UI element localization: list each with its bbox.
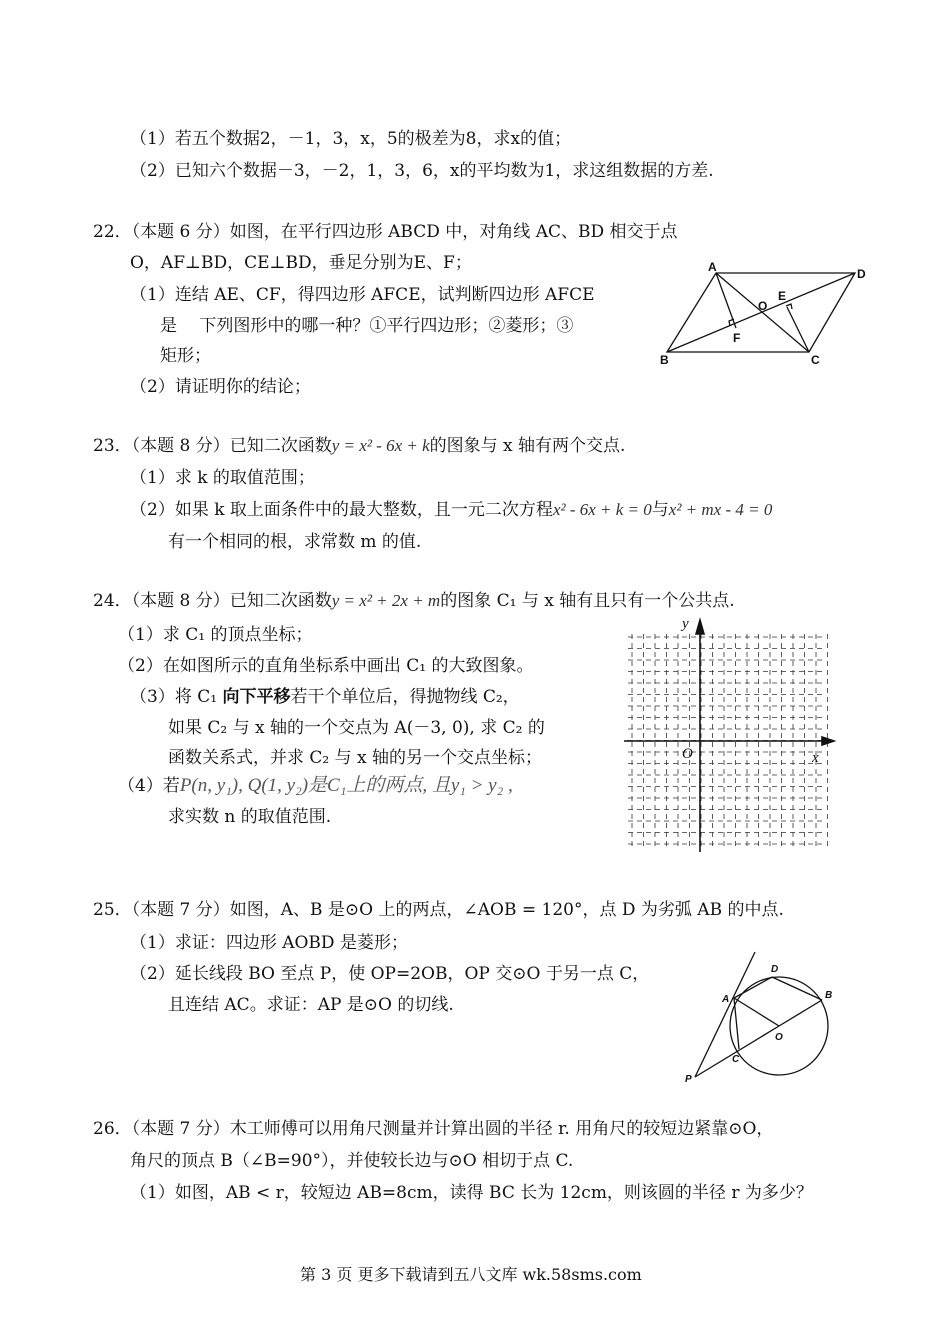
x-axis-label: x bbox=[812, 750, 819, 766]
label-a: A bbox=[722, 994, 730, 1005]
q23-line1 bbox=[93, 435, 625, 457]
q26-line1: 26．（本题 7 分）木工师傅可以用角尺测量并计算出圆的半径 r. 用角尺的较短边紧靠⊙O， bbox=[93, 1119, 774, 1139]
q24-part1: （1）求 C₁ 的顶点坐标； bbox=[118, 625, 313, 645]
q24-part4b: 求实数 n 的取值范围. bbox=[168, 807, 332, 827]
label-o: O bbox=[758, 299, 768, 313]
coordinate-grid-figure bbox=[620, 612, 840, 857]
q22-part1c: 矩形； bbox=[160, 346, 211, 366]
label-f: F bbox=[733, 331, 741, 345]
q22-line1: 22．（本题 6 分）如图，在平行四边形 ABCD 中，对角线 AC、BD 相交于点 bbox=[93, 222, 678, 242]
parallelogram-figure bbox=[652, 258, 872, 370]
label-d: D bbox=[771, 964, 779, 975]
q24-part2: （2）在如图所示的直角坐标系中画出 C₁ 的大致图象。 bbox=[118, 656, 534, 676]
q22-part1a: （1）连结 AE、CF，得四边形 AFCE，试判断四边形 AFCE bbox=[130, 285, 595, 305]
segment-ao bbox=[734, 998, 779, 1026]
q24-pre: 24．（本题 8 分）已知二次函数 bbox=[93, 591, 332, 611]
label-o: O bbox=[775, 1032, 783, 1043]
q23-post: 的图象与 x 轴有两个交点. bbox=[429, 436, 626, 456]
q25-part2a: （2）延长线段 BO 至点 P，使 OP=2OB，OP 交⊙O 于另一点 C， bbox=[130, 964, 650, 984]
x-axis-arrow bbox=[822, 737, 834, 745]
q24-p3-pre: （3）将 C₁ bbox=[130, 687, 223, 707]
grid-lines bbox=[628, 634, 828, 850]
label-d: D bbox=[857, 267, 866, 281]
label-p: P bbox=[685, 1074, 692, 1085]
label-b: B bbox=[660, 353, 669, 367]
q26-line2: 角尺的顶点 B（∠B=90°），并使较长边与⊙O 相切于点 C. bbox=[130, 1151, 574, 1171]
q22-line2: O，AF⊥BD，CE⊥BD，垂足分别为E、F； bbox=[130, 253, 472, 273]
q25-part1: （1）求证：四边形 AOBD 是菱形； bbox=[130, 933, 408, 953]
label-c: C bbox=[811, 353, 820, 367]
q24-formula: y = x² + 2x + m bbox=[331, 591, 441, 610]
q25-line1: 25．（本题 7 分）如图，A、B 是⊙O 上的两点，∠AOB = 120°，点 D 为劣弧 AB 的中点. bbox=[93, 900, 784, 920]
q23-p2-text: （2）如果 k 取上面条件中的最大整数，且一元二次方程 bbox=[130, 500, 553, 520]
q23-mid: 与 bbox=[651, 500, 669, 520]
q23-eq1: x² - 6x + k = 0 bbox=[552, 500, 652, 519]
q24-p3-post: 若干个单位后，得抛物线 C₂， bbox=[290, 687, 520, 707]
q24-line1 bbox=[93, 590, 735, 612]
y-axis-arrow bbox=[696, 620, 704, 634]
q24-p3-bold: 向下平移 bbox=[222, 687, 291, 707]
q24-post: 的图象 C₁ 与 x 轴有且只有一个公共点. bbox=[440, 591, 735, 611]
q25-part2b: 且连结 AC。求证：AP 是⊙O 的切线. bbox=[168, 995, 454, 1015]
segment-ce bbox=[787, 307, 809, 352]
q24-part3a bbox=[130, 686, 520, 708]
label-e: E bbox=[778, 289, 787, 303]
q22-part1b: 是 下列图形中的哪一种？①平行四边形；②菱形；③ bbox=[160, 316, 574, 336]
q23-part1: （1）求 k 的取值范围； bbox=[130, 468, 315, 488]
prev-q1: （1）若五个数据2，－1，3，x，5的极差为8，求x的值； bbox=[130, 129, 572, 149]
page-footer: 第 3 页 更多下载请到五八文库 wk.58sms.com bbox=[300, 1265, 642, 1284]
segment-ob bbox=[779, 1000, 822, 1026]
prev-q2: （2）已知六个数据－3，－2，1，3，6，x的平均数为1，求这组数据的方差. bbox=[130, 161, 714, 181]
q24-p4-pre: （4）若 bbox=[118, 776, 180, 796]
q23-part2a bbox=[130, 499, 772, 521]
q24-part4a bbox=[118, 775, 513, 797]
label-b: B bbox=[825, 990, 833, 1001]
q24-part3c: 函数关系式，并求 C₂ 与 x 轴的另一个交点坐标； bbox=[168, 748, 543, 768]
circle-figure bbox=[675, 950, 845, 1088]
segment-ad bbox=[734, 977, 772, 998]
q22-part2: （2）请证明你的结论； bbox=[130, 377, 311, 397]
q23-eq2: x² + mx - 4 = 0 bbox=[668, 500, 773, 519]
origin-label: O bbox=[682, 746, 693, 762]
label-c: C bbox=[732, 1054, 740, 1065]
segment-ac bbox=[734, 998, 739, 1049]
q23-pre: 23．（本题 8 分）已知二次函数 bbox=[93, 436, 332, 456]
label-a: A bbox=[708, 260, 717, 274]
q24-part3b: 如果 C₂ 与 x 轴的一个交点为 A(－3, 0), 求 C₂ 的 bbox=[168, 718, 545, 738]
q23-formula: y = x² - 6x + k bbox=[331, 436, 430, 455]
q24-p4-math: P(n, y₁), Q(1, y₂)是C₁上的两点, 且y₁ > y₂ , bbox=[179, 775, 513, 796]
q23-part2b: 有一个相同的根，求常数 m 的值. bbox=[168, 532, 422, 552]
q26-part1: （1）如图，AB < r，较短边 AB=8cm，读得 BC 长为 12cm，则该圆的半径 r 为多少？ bbox=[130, 1183, 813, 1203]
y-axis-label: y bbox=[682, 616, 689, 632]
